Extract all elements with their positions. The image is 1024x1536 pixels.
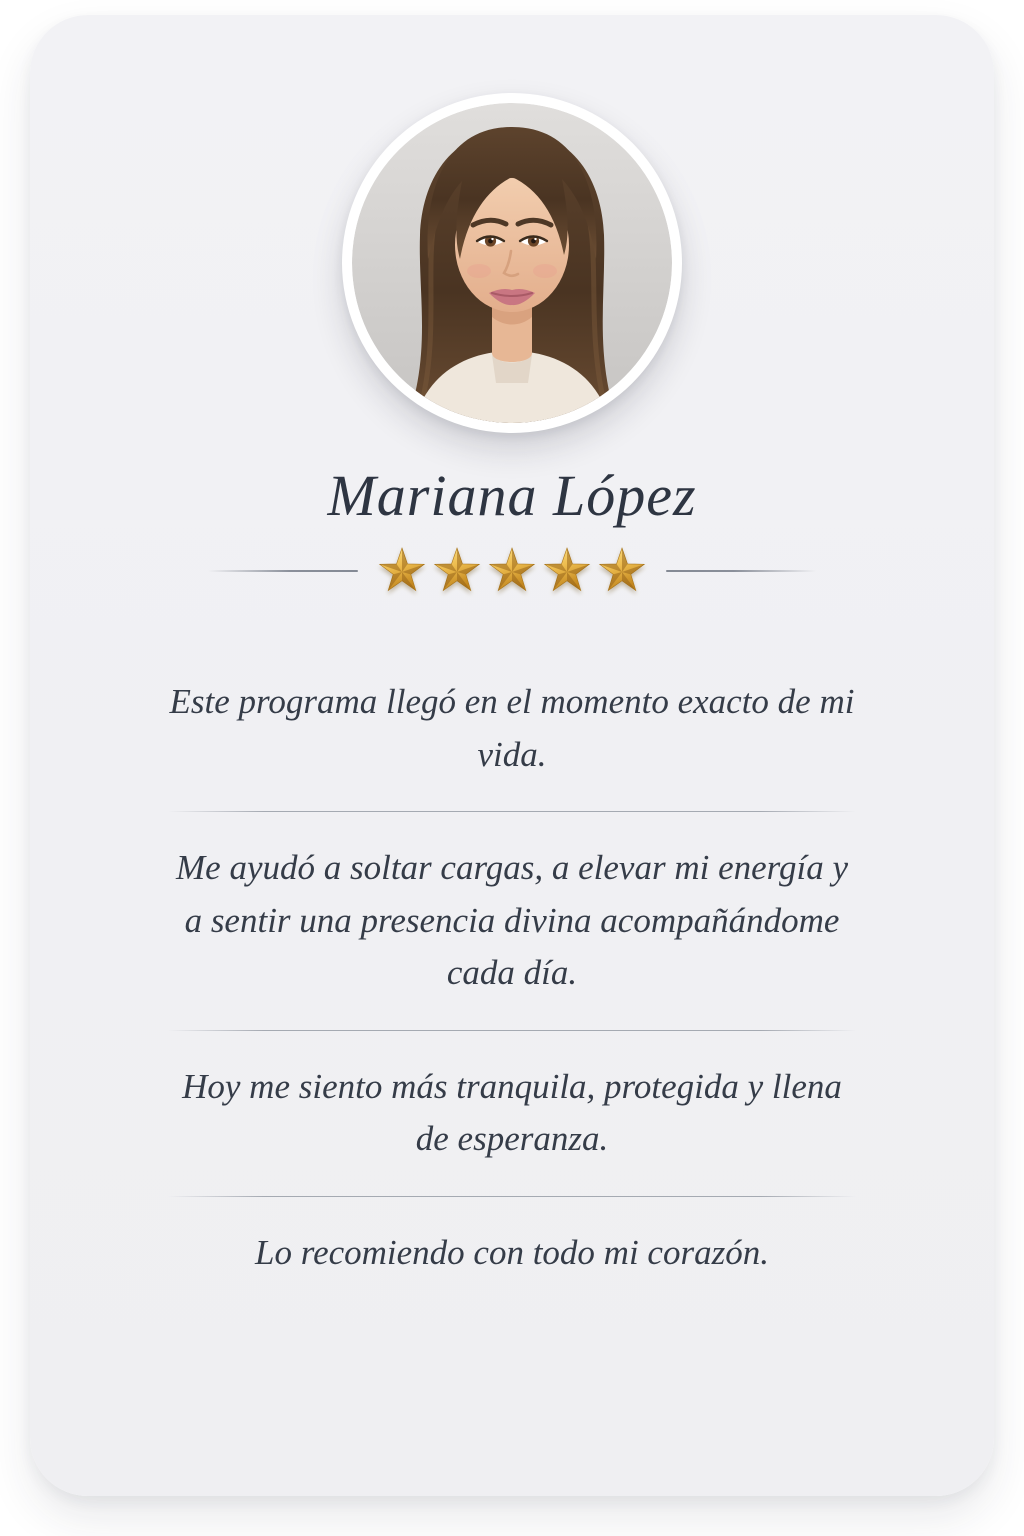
star-icon	[378, 547, 426, 594]
five-star-rating	[378, 547, 646, 594]
person-name: Mariana López	[327, 463, 697, 528]
avatar	[352, 103, 672, 423]
right-divider-line	[666, 570, 816, 572]
star-icon	[488, 547, 536, 594]
testimonial-paragraph: Este programa llegó en el momento exacto de mi vida.	[169, 682, 855, 774]
divider	[168, 811, 856, 812]
testimonial-paragraph: Lo recomiendo con todo mi corazón.	[255, 1232, 769, 1272]
divider	[168, 1196, 856, 1197]
avatar-ring	[342, 93, 682, 433]
testimonial-card	[30, 15, 994, 1496]
testimonial-paragraph: Hoy me siento más tranquila, protegida y llena de esperanza.	[182, 1066, 842, 1158]
star-icon	[433, 547, 481, 594]
rating-row	[208, 547, 816, 594]
divider	[168, 1030, 856, 1031]
testimonial-text-block	[168, 646, 856, 1309]
star-icon	[543, 547, 591, 594]
testimonial-paragraph: Me ayudó a soltar cargas, a elevar mi energía y a sentir una presencia divina acompañándome cada día.	[176, 848, 848, 992]
left-divider-line	[208, 570, 358, 572]
star-icon	[598, 547, 646, 594]
